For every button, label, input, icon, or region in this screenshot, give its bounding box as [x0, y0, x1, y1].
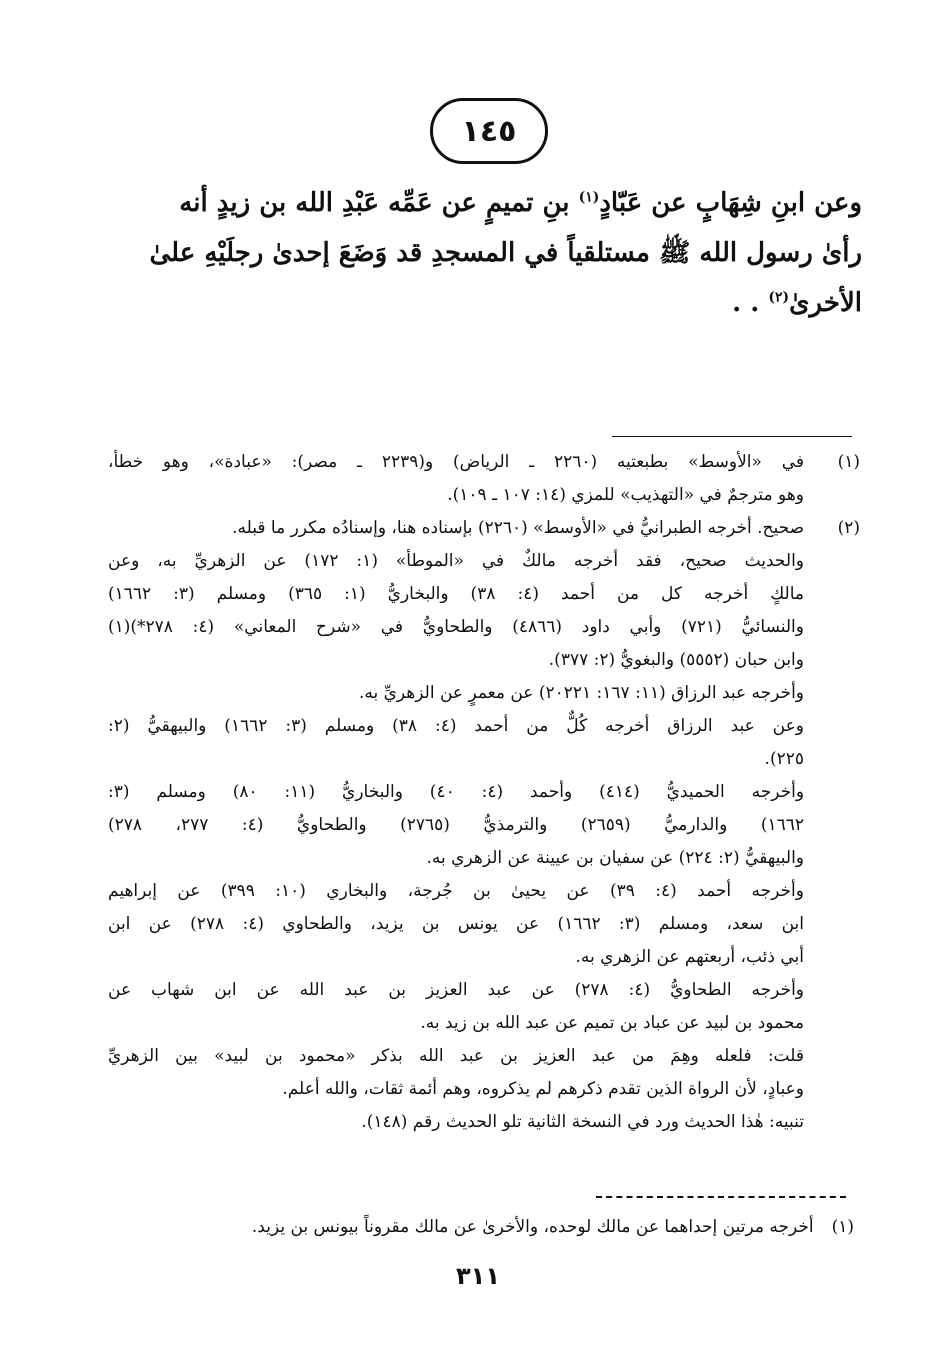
footnote-line: وعبادٍ، لأن الرواة الذين تقدم ذكرهم لم يذكروه، وهم أئمة ثقات، والله أعلم. [282, 1079, 804, 1099]
footnote [108, 446, 860, 512]
footnote [108, 512, 860, 1139]
footnote-line: وأخرجه أحمد (٤: ٣٩) عن يحيىٰ بن جُرجة، والبخاري (١٠: ٣٩٩) عن إبراهيم [108, 881, 804, 901]
footnote-line: ١٦٦٢) والدارميُّ (٢٦٥٩) والترمذيُّ (٢٧٦٥) والطحاويُّ (٤: ٢٧٧، ٢٧٨) [108, 815, 804, 835]
subnote [94, 1212, 854, 1242]
footnote-line: وهو مترجمٌ في «التهذيب» للمزي (١٤: ١٠٧ ـ ١٠٩). [447, 485, 804, 505]
footnote-line: وابن حبان (٥٥٥٢) والبغويُّ (٢: ٣٧٧). [548, 650, 804, 670]
footnote-line: في «الأوسط» بطبعتيه (٢٢٦٠ ـ الرياض) و(٢٢٣٩ ـ مصر): «عبادة»، وهو خطأ، [108, 452, 804, 472]
footnote-line: والبيهقيُّ (٢: ٢٢٤) عن سفيان بن عيينة عن الزهري به. [426, 848, 804, 868]
hadith-line-2: رأىٰ رسول الله ﷺ مستلقياً في المسجدِ قد وَضَعَ إحدىٰ رجلَيْهِ علىٰ [149, 238, 862, 268]
footnote-number: (٢) [837, 518, 860, 538]
footnote-separator [612, 436, 852, 437]
footnote-line: تنبيه: هٰذا الحديث ورد في النسخة الثانية تلو الحديث رقم (١٤٨). [361, 1112, 804, 1132]
hadith-line-1: وعن ابنِ شِهَابٍ عن عَبّادٍ$^{(١)}$ بنِ تميمٍ عن عَمِّه عَبْدِ الله بن زيدٍ أنه [179, 188, 862, 218]
page-number: ٣١١ [456, 1262, 500, 1290]
footnote-line: وأخرجه الحميديُّ (٤١٤) وأحمد (٤: ٤٠) والبخاريُّ (١١: ٨٠) ومسلم (٣: [108, 782, 805, 802]
subnote-separator [596, 1196, 846, 1198]
footnote-line: أبي ذئب، أربعتهم عن الزهري به. [575, 947, 804, 967]
hadith-number-badge [430, 98, 548, 164]
footnotes [108, 446, 860, 1139]
footnote-line: قلت: فلعله وهِمَ من عبد العزيز بن عبد الله بذكر «محمود بن لبيد» بين الزهريِّ [108, 1046, 804, 1066]
hadith-line-3: الأخرىٰ$^{(٢)}$ . . [732, 288, 862, 318]
footnote-line: ابن سعد، ومسلم (٣: ١٦٦٢) عن يونس بن يزيد، والطحاوي (٤: ٢٧٨) عن ابن [108, 914, 805, 934]
footnote-number: (١) [837, 452, 860, 472]
footnote-line: وأخرجه عبد الرزاق (١١: ١٦٧: ٢٠٢٢١) عن معمرٍ عن الزهريِّ به. [358, 683, 804, 703]
subnote-number: (١) [831, 1217, 854, 1237]
hadith-number: ١٤٥ [461, 113, 517, 149]
footnote-line: صحيح. أخرجه الطبرانيُّ في «الأوسط» (٢٢٦٠) بإسناده هنا، وإسنادُه مكرر ما قبله. [232, 518, 804, 538]
footnote-line: وأخرجه الطحاويُّ (٤: ٢٧٨) عن عبد العزيز بن عبد الله عن ابن شهاب عن [108, 980, 804, 1000]
footnote-line: والنسائيُّ (٧٢١) وأبي داود (٤٨٦٦) والطحاويُّ في «شرح المعاني» (٤: ٢٧٨*)(١) [108, 617, 804, 637]
footnote-line: والحديث صحيح، فقد أخرجه مالكٌ في «الموطأ» (١: ١٧٢) عن الزهريِّ به، وعن [108, 551, 805, 571]
footnote-ref-2: (٢) [768, 289, 790, 306]
footnote-line: وعن عبد الرزاق أخرجه كُلٌّ من أحمد (٤: ٣٨) ومسلم (٣: ١٦٦٢) والبيهقيُّ (٢: [108, 716, 804, 736]
hadith-text [102, 178, 862, 328]
footnote-ref-1: (١) [578, 189, 600, 206]
footnote-line: محمود بن لبيد عن عباد بن تميم عن عبد الله بن زيد به. [420, 1013, 804, 1033]
subnote-text: أخرجه مرتين إحداهما عن مالك لوحده، والأخرىٰ عن مالك مقروناً بيونس بن يزيد. [251, 1217, 814, 1237]
footnote-line: ٢٢٥). [764, 749, 804, 769]
footnote-line: مالكٍ أخرجه كل من أحمد (٤: ٣٨) والبخاريُّ (١: ٣٦٥) ومسلم (٣: ١٦٦٢) [108, 584, 804, 604]
